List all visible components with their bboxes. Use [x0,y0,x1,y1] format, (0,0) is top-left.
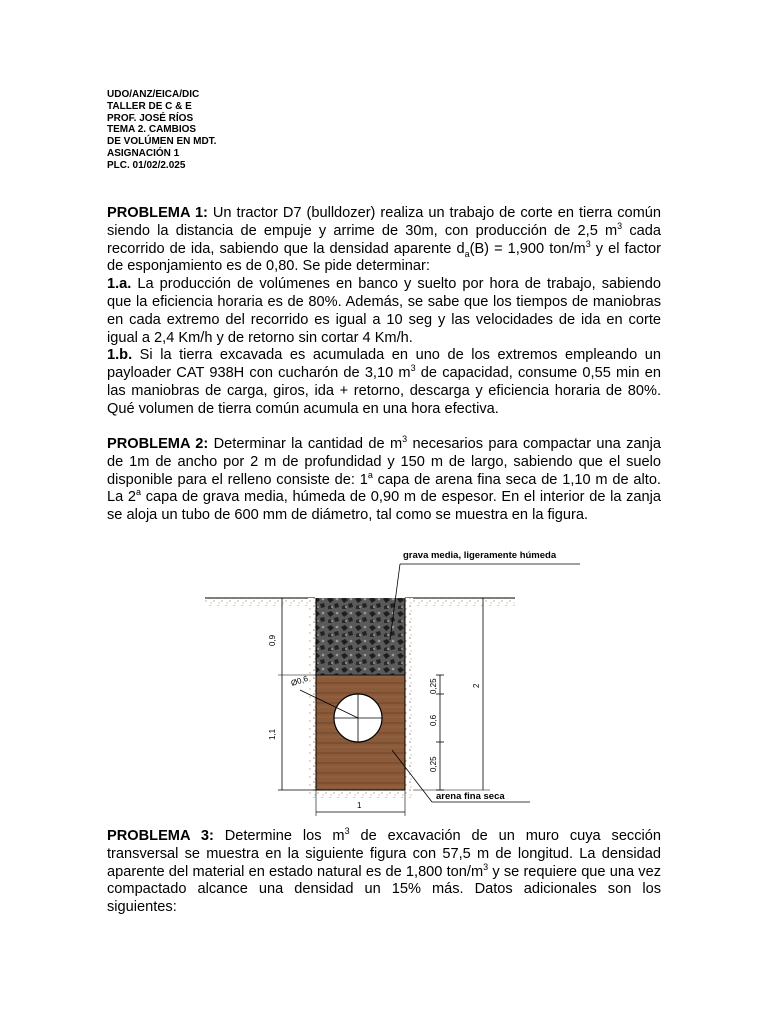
problema-2 [107,436,661,525]
text-span: necesarios para compactar una zanja de 1m de ancho por 2 m de profundidad y 150 m de largo, sabiendo que el suelo disponible para el relleno consiste de: 1 [107,436,662,488]
text-span: de excavación de un muro cuya sección transversal se muestra en la siguiente figura con 57,5 m de longitud. La densidad aparente del material en estado natural es de 1,800 ton/m [107,828,662,880]
header-line: PLC. 01/02/2.025 [107,159,186,171]
dim-09: 0,9 [268,634,277,646]
text-span: de capacidad, consume 0,55 min en las maniobras de carga, giros, ida + retorno, descarga y eficiencia horaria de 80%. Qué volumen de tierra común acumula en una hora efectiva. [107,365,661,417]
dim-11: 1,1 [268,728,277,740]
ground-right [405,598,515,606]
superscript: a [367,469,373,480]
dim-025-top: 0,25 [429,678,438,694]
document-header [107,89,216,172]
trench-diagram [200,540,600,822]
dim-06: 0,6 [429,714,438,726]
text-span: (B) = 1,900 ton/m [469,240,586,257]
superscript: 3 [410,363,416,374]
text-span: capa de grava media, húmeda de 0,90 m de espesor. En el interior de la zanja se aloja un tubo de 600 mm de diámetro, tal como se muestra en la figura. [107,489,661,524]
text-span: Si la tierra excavada es acumulada en uno de los extremos empleando un payloader CAT 938H con cucharón de 3,10 m [107,347,661,382]
problema-3 [107,828,661,917]
text-span: y el factor de esponjamiento es de 0,80. Se pide determinar: [107,240,661,275]
trench-figure [200,540,600,822]
text-span: La producción de volúmenes en banco y suelto por hora de trabajo, sabiendo que la eficiencia horaria es de 80%. Además, se sabe que los tiempos de maniobras en cada extremo del recorrido es igual a 10 seg y las velocidades de ida en corte igual a 2,4 Km/h y de retorno sin cortar 4 Km/h. [107,276,661,346]
item-label: 1.a. [107,276,132,293]
dim-025-bot: 0,25 [429,756,438,772]
text-span: Un tractor D7 (bulldozer) realiza un trabajo de corte en tierra común siendo la distancia de empuje y arrime de 30m, con producción de 2,5 m [107,205,662,239]
dim-2: 2 [472,683,481,688]
header-line: UDO/ANZ/EICA/DIC [107,89,200,100]
label-grava: grava media, ligeramente húmeda [403,550,557,561]
ground-left [205,598,315,606]
item-label: 1.b. [107,347,133,364]
label-arena: arena fina seca [436,791,505,802]
header-line: ASIGNACIÓN 1 [107,147,180,159]
superscript: 3 [402,434,408,445]
problema-1-title: PROBLEMA 1: [107,205,208,221]
dim-diameter: Ø0,6 [289,673,310,688]
text-span: Determinar la cantidad de m [208,436,403,452]
header-line: DE VOLÚMEN EN MDT. [107,136,217,148]
superscript: 3 [344,826,350,837]
text-span: y se requiere que una vez compactado alcance una densidad un 15% más. Datos adicionales son los siguientes: [107,863,661,916]
header-line: PROF. JOSÉ RÍOS [107,112,194,124]
superscript: 3 [585,238,591,249]
text-span: cada recorrido de ida, sabiendo que la densidad aparente d [107,222,662,257]
subscript: a [464,248,470,259]
header-line: TEMA 2. CAMBIOS [107,124,197,136]
gravel-layer [316,598,405,675]
superscript: 3 [617,220,623,231]
dim-1: 1 [357,801,362,810]
problema-3-title: PROBLEMA 3: [107,828,214,844]
problema-1 [107,205,661,419]
header-line: TALLER DE C & E [107,100,192,112]
text-span: Determine los m [213,828,345,844]
superscript: a [136,487,142,498]
problema-2-title: PROBLEMA 2: [107,436,209,452]
text-span: capa de arena fina seca de 1,10 m de alto. La 2 [107,471,661,506]
superscript: 3 [483,861,489,872]
